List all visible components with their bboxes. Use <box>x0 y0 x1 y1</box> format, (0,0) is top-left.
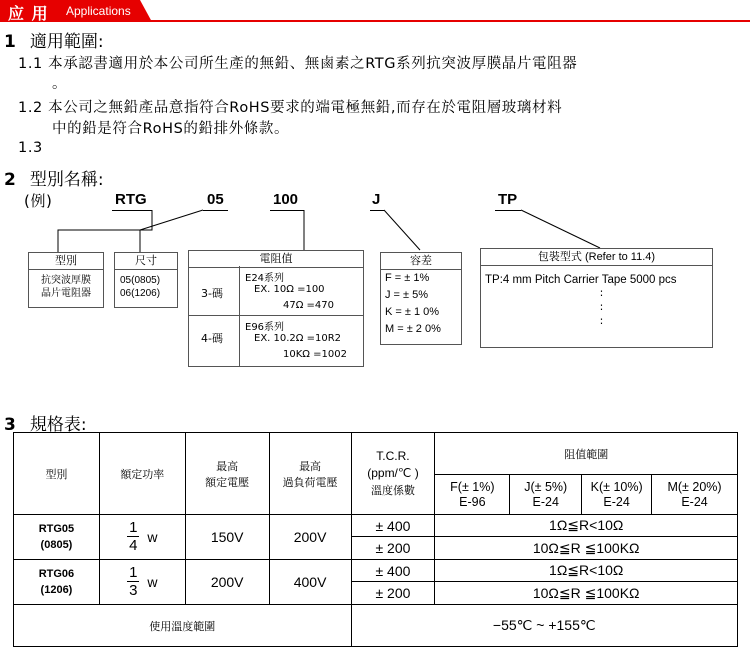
th-tcr: T.C.R. (ppm/℃ ) 溫度係數 <box>351 433 435 515</box>
section-1-title: 適用範圍: <box>29 32 104 52</box>
package-box: 包裝型式 (Refer to 11.4) TP:4 mm Pitch Carrier Tape 5000 pcs : : : <box>480 248 713 348</box>
row-rtg06-tcr-b: ± 200 <box>351 582 435 605</box>
section-3-number: 3 <box>4 415 16 435</box>
type-box-title: 型別 <box>29 253 103 270</box>
package-box-title: 包裝型式 (Refer to 11.4) <box>481 249 712 266</box>
temp-range-label: 使用溫度範圍 <box>14 605 352 647</box>
code-05: 05 <box>207 191 224 208</box>
row-rtg05-tcr-b: ± 200 <box>351 537 435 560</box>
item-1-1-cont: 。 <box>52 76 68 92</box>
table-row <box>14 560 738 582</box>
size-box-title: 尺寸 <box>115 253 177 270</box>
tolerance-box-title: 容差 <box>381 253 461 270</box>
row-rtg06-overload: 400V <box>269 560 351 605</box>
section-1-number: 1 <box>4 32 16 52</box>
row-rtg05-range-a: 1Ω≦R<10Ω <box>435 515 738 537</box>
th-type: 型別 <box>14 433 100 515</box>
connector-type <box>58 210 152 252</box>
res-code-3: 3-碼 <box>201 287 223 300</box>
code-j: J <box>372 191 381 208</box>
code-tp: TP <box>498 191 518 208</box>
item-1-1: 1.1 本承認書適用於本公司所生產的無鉛、無鹵素之RTG系列抗突波厚膜晶片電阻器 <box>18 56 578 72</box>
item-1-2-cont: 中的鉛是符合RoHS的鉛排外條款。 <box>52 121 290 137</box>
example-label: (例) <box>24 192 53 210</box>
row-rtg05-type: RTG05 (0805) <box>14 515 100 560</box>
th-max-voltage: 最高 額定電壓 <box>185 433 269 515</box>
row-rtg06-tcr-a: ± 400 <box>351 560 435 582</box>
item-1-3: 1.3 <box>18 140 43 156</box>
row-rtg05-power: $\frac{1}{4}$ w <box>99 515 185 560</box>
th-tol-j: J(± 5%) E-24 <box>510 475 582 515</box>
row-rtg05-tcr-a: ± 400 <box>351 515 435 537</box>
section-2-number: 2 <box>4 170 16 190</box>
res-code-4: 4-碼 <box>201 332 223 345</box>
section-3-title: 規格表: <box>29 415 87 435</box>
th-max-overload: 最高 過負荷電壓 <box>269 433 351 515</box>
tolerance-box: 容差 F = ± 1% J = ± 5% K = ± 1 0% M = ± 2 0% <box>380 252 462 345</box>
connector-size <box>140 210 203 252</box>
section-2-title: 型別名稱: <box>29 170 104 190</box>
row-rtg05-range-b: 10Ω≦R ≦100KΩ <box>435 537 738 560</box>
size-box: 尺寸 05(0805) 06(1206) <box>114 252 178 308</box>
resistance-box-title: 電阻值 <box>189 251 363 268</box>
row-rtg06-range-a: 1Ω≦R<10Ω <box>435 560 738 582</box>
th-tol-k: K(± 10%) E-24 <box>582 475 652 515</box>
row-rtg06-type: RTG06 (1206) <box>14 560 100 605</box>
table-row <box>14 605 738 647</box>
code-rtg: RTG <box>115 191 147 208</box>
row-rtg05-overload: 200V <box>269 515 351 560</box>
th-power: 額定功率 <box>99 433 185 515</box>
table-row <box>14 515 738 537</box>
item-1-2: 1.2 本公司之無鉛產品意指符合RoHS要求的端電極無鉛,而存在於電阻層玻璃材料 <box>18 100 563 116</box>
spec-table <box>13 432 738 647</box>
row-rtg06-power: $\frac{1}{3}$ w <box>99 560 185 605</box>
row-rtg06-range-b: 10Ω≦R ≦100KΩ <box>435 582 738 605</box>
code-100: 100 <box>273 191 299 208</box>
type-box: 型別 抗突波厚膜 晶片電阻器 <box>28 252 104 308</box>
temp-range-value: −55℃ ~ +155℃ <box>351 605 737 647</box>
connector-tol <box>384 210 420 250</box>
th-range: 阻值範圍 <box>435 433 738 475</box>
row-rtg05-voltage: 150V <box>185 515 269 560</box>
row-rtg06-voltage: 200V <box>185 560 269 605</box>
header-title-zh: 应 用 <box>8 4 49 23</box>
th-tol-f: F(± 1%) E-96 <box>435 475 510 515</box>
header-title-en: Applications <box>66 4 131 18</box>
connector-pkg <box>521 210 600 248</box>
connector-lines <box>0 0 750 260</box>
th-tol-m: M(± 20%) E-24 <box>652 475 738 515</box>
